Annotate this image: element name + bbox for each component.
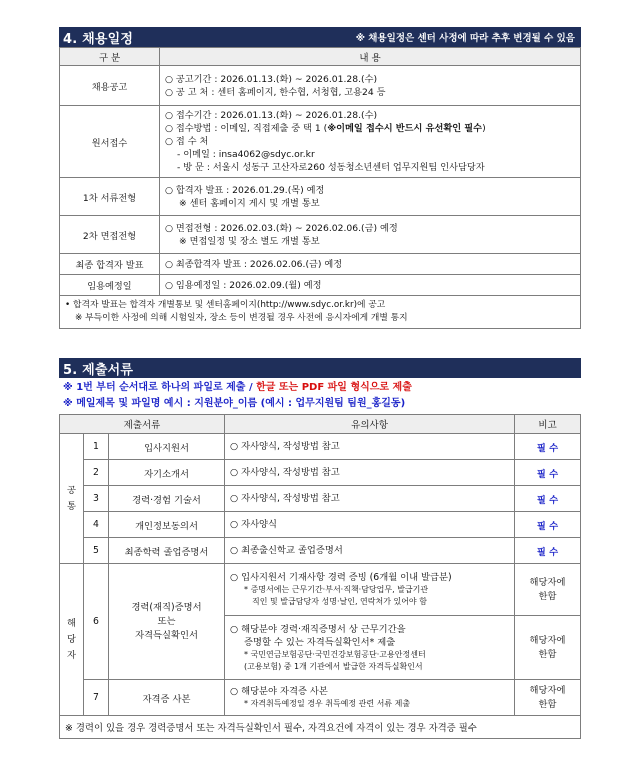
doc-number: 6	[84, 564, 109, 680]
doc-name: 최종학력 졸업증명서	[109, 538, 225, 564]
doc-name: 자격증 사본	[109, 680, 225, 716]
content-line: ○ 공 고 처 : 센터 홈페이지, 한수협, 서청협, 고용24 등	[165, 86, 386, 98]
footnote-line: • 합격자 발표는 합격자 개별통보 및 센터홈페이지(http://www.sdyc.or.kr)에 공고	[65, 300, 386, 310]
note-line: (고용보험) 중 1개 기관에서 발급한 자격득실확인서	[244, 661, 423, 671]
doc-name: 경력·경험 기술서	[109, 486, 225, 512]
row-label: 1차 서류전형	[60, 178, 160, 216]
content-line: ※ 면접일정 및 장소 별도 개별 통보	[179, 235, 320, 247]
doc-name: 경력(재직)증명서 또는 자격득실확인서	[109, 564, 225, 680]
table-row	[60, 564, 581, 616]
note-line: 증명할 수 있는 자격득실확인서* 제출	[244, 636, 396, 648]
submission-notes	[59, 378, 581, 414]
documents-footnote: ※ 경력이 있을 경우 경력증명서 또는 자격득실확인서 필수, 자격요건에 자격이 있는 경우 자격증 필수	[59, 716, 581, 739]
column-header-remark: 비고	[515, 415, 581, 434]
table-row	[60, 216, 581, 254]
note-line	[63, 380, 577, 396]
footnote-line: ※ 부득이한 사정에 의해 시험일자, 장소 등이 변경될 경우 사전에 응시자에게 개별 통지	[75, 313, 408, 323]
doc-number: 1	[84, 434, 109, 460]
note-line: * 자격취득예정일 경우 취득예정 관련 서류 제출	[244, 699, 411, 708]
note-format: 한글 또는 PDF 파일 형식으로 제출	[256, 382, 412, 393]
content-line: ○ 접 수 처	[165, 136, 209, 147]
row-label: 2차 면접전형	[60, 216, 160, 254]
section-header-bar	[59, 358, 581, 378]
method-text: ○ 접수방법 : 이메일, 직접제출 중 택 1 (	[165, 123, 328, 134]
row-content	[160, 254, 581, 275]
row-label: 최종 합격자 발표	[60, 254, 160, 275]
table-row	[60, 486, 581, 512]
schedule-footnote	[59, 296, 581, 329]
row-label: 원서접수	[60, 106, 160, 178]
doc-number: 2	[84, 460, 109, 486]
row-content	[160, 106, 581, 178]
content-line: ※ 센터 홈페이지 게시 및 개별 통보	[179, 197, 320, 209]
section-title: 4. 채용일정	[63, 31, 134, 47]
table-row	[60, 66, 581, 106]
content-line: ○ 최종합격자 발표 : 2026.02.06.(금) 예정	[165, 258, 343, 270]
row-label: 채용공고	[60, 66, 160, 106]
note-line: ○ 해당분야 자격증 사본	[230, 686, 328, 697]
row-content	[160, 275, 581, 296]
column-header-category: 구 분	[60, 48, 160, 66]
table-row	[60, 460, 581, 486]
table-header-row	[60, 48, 581, 66]
doc-number: 5	[84, 538, 109, 564]
column-header-note: 유의사항	[225, 415, 515, 434]
section-note: ※ 채용일정은 센터 사정에 따라 추후 변경될 수 있음	[355, 33, 575, 44]
note-order: ※ 1번 부터 순서대로 하나의 파일로 제출 /	[63, 382, 257, 393]
doc-note: ○ 자사양식	[225, 512, 515, 538]
section-recruitment-schedule	[59, 27, 581, 329]
doc-note: ○ 최종출신학교 졸업증명서	[225, 538, 515, 564]
doc-note: ○ 자사양식, 작성방법 참고	[225, 434, 515, 460]
section-title: 5. 제출서류	[63, 362, 134, 378]
content-line: ○ 면접전형 : 2026.02.03.(화) ~ 2026.02.06.(금) 예정	[165, 222, 398, 234]
content-line: ○ 접수기간 : 2026.01.13.(화) ~ 2026.01.28.(수)	[165, 110, 378, 121]
table-row	[60, 178, 581, 216]
content-line: - 방 문 : 서울시 성동구 고산자로260 성동청소년센터 업무지원팀 인사담당자	[177, 162, 485, 173]
table-header-row	[60, 415, 581, 434]
doc-name: 입사지원서	[109, 434, 225, 460]
row-content	[160, 66, 581, 106]
content-line: ○ 임용예정일 : 2026.02.09.(월) 예정	[165, 279, 322, 291]
row-content	[160, 178, 581, 216]
doc-name: 자기소개서	[109, 460, 225, 486]
doc-note	[225, 564, 515, 616]
note-line: * 국민연금보험공단·국민건강보험공단·고용안정센터	[244, 649, 426, 659]
content-line: ○ 공고기간 : 2026.01.13.(화) ~ 2026.01.28.(수)	[165, 73, 378, 85]
note-line: ○ 해당분야 경력·재직증명서 상 근무기간을	[230, 623, 406, 635]
doc-note	[225, 680, 515, 716]
schedule-table	[59, 47, 581, 296]
row-label: 임용예정일	[60, 275, 160, 296]
table-row	[60, 512, 581, 538]
section-header-bar	[59, 27, 581, 47]
doc-note: ○ 자사양식, 작성방법 참고	[225, 486, 515, 512]
section-submission-documents	[59, 358, 581, 739]
doc-number: 4	[84, 512, 109, 538]
table-row	[60, 254, 581, 275]
doc-number: 3	[84, 486, 109, 512]
method-close: )	[482, 123, 486, 134]
doc-note	[225, 616, 515, 680]
note-line: * 증명서에는 근무기간·부서·직책·담당업무, 발급기관	[244, 585, 429, 594]
table-row	[60, 106, 581, 178]
email-warning: ※이메일 접수시 반드시 유선확인 필수	[327, 123, 483, 134]
doc-remark: 필 수	[515, 538, 581, 564]
table-row	[60, 275, 581, 296]
group-label-common: 공 통	[60, 434, 84, 564]
column-header-content: 내 용	[160, 48, 581, 66]
table-row	[60, 434, 581, 460]
content-line: ○ 합격자 발표 : 2026.01.29.(목) 예정	[165, 184, 325, 196]
column-header-document: 제출서류	[60, 415, 225, 434]
doc-note: ○ 자사양식, 작성방법 참고	[225, 460, 515, 486]
content-line: - 이메일 : insa4062@sdyc.or.kr	[177, 149, 315, 160]
doc-remark: 필 수	[515, 486, 581, 512]
doc-remark: 필 수	[515, 512, 581, 538]
row-content	[160, 216, 581, 254]
doc-name: 개인정보동의서	[109, 512, 225, 538]
group-label-applicable: 해 당 자	[60, 564, 84, 716]
content-line	[165, 122, 575, 135]
doc-remark: 해당자에 한함	[515, 616, 581, 680]
note-line: ※ 메일제목 및 파일명 예시 : 지원분야_이름 (예시 : 업무지원팀 팀원_홍길동)	[63, 398, 406, 409]
documents-table	[59, 414, 581, 716]
doc-remark: 필 수	[515, 434, 581, 460]
doc-number: 7	[84, 680, 109, 716]
doc-remark: 해당자에 한함	[515, 564, 581, 616]
table-row	[60, 680, 581, 716]
note-line: ○ 입사지원서 기재사항 경력 증빙 (6개월 이내 발급분)	[230, 572, 452, 583]
table-row	[60, 538, 581, 564]
note-line: 직인 및 발급담당자 성명·날인, 연락처가 있어야 함	[252, 597, 427, 606]
doc-remark: 필 수	[515, 460, 581, 486]
doc-remark: 해당자에 한함	[515, 680, 581, 716]
